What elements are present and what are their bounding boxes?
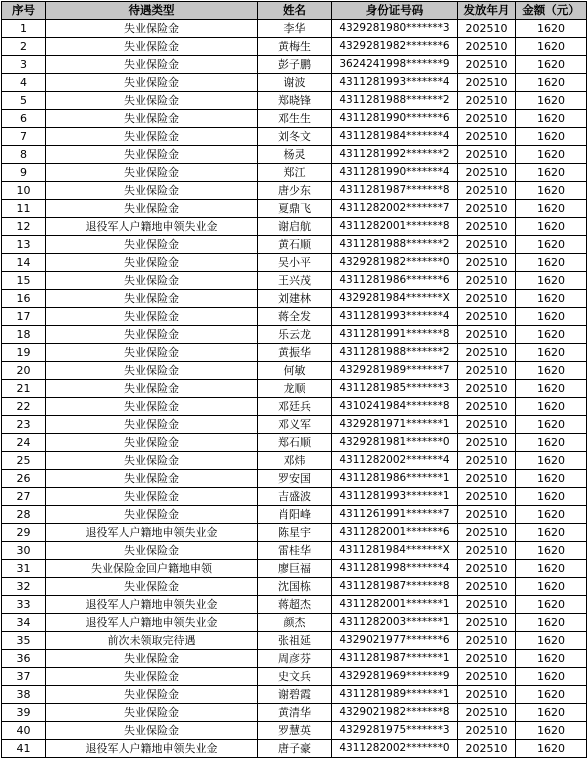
cell-name: 史文兵 bbox=[258, 668, 332, 686]
table-row bbox=[2, 74, 587, 92]
table-row bbox=[2, 20, 587, 38]
cell-pay-month: 202510 bbox=[458, 398, 516, 416]
cell-benefit-type: 失业保险金 bbox=[46, 380, 258, 398]
cell-pay-month: 202510 bbox=[458, 632, 516, 650]
cell-index: 31 bbox=[2, 560, 46, 578]
cell-pay-month: 202510 bbox=[458, 254, 516, 272]
table-body bbox=[2, 20, 587, 758]
cell-amount: 1620 bbox=[516, 560, 587, 578]
cell-benefit-type: 失业保险金 bbox=[46, 362, 258, 380]
cell-benefit-type: 失业保险金 bbox=[46, 542, 258, 560]
table-row bbox=[2, 596, 587, 614]
table-row bbox=[2, 56, 587, 74]
cell-index: 37 bbox=[2, 668, 46, 686]
cell-index: 35 bbox=[2, 632, 46, 650]
cell-index: 10 bbox=[2, 182, 46, 200]
cell-benefit-type: 失业保险金 bbox=[46, 470, 258, 488]
cell-id-number: 4311281986*******1 bbox=[332, 470, 458, 488]
cell-amount: 1620 bbox=[516, 650, 587, 668]
table-row bbox=[2, 668, 587, 686]
cell-id-number: 4329281989*******7 bbox=[332, 362, 458, 380]
cell-pay-month: 202510 bbox=[458, 272, 516, 290]
table-row bbox=[2, 128, 587, 146]
cell-amount: 1620 bbox=[516, 614, 587, 632]
cell-amount: 1620 bbox=[516, 524, 587, 542]
cell-amount: 1620 bbox=[516, 344, 587, 362]
cell-pay-month: 202510 bbox=[458, 308, 516, 326]
cell-name: 乐云龙 bbox=[258, 326, 332, 344]
cell-name: 黄梅生 bbox=[258, 38, 332, 56]
cell-amount: 1620 bbox=[516, 146, 587, 164]
cell-pay-month: 202510 bbox=[458, 560, 516, 578]
cell-id-number: 4329281981*******0 bbox=[332, 434, 458, 452]
cell-amount: 1620 bbox=[516, 416, 587, 434]
table-row bbox=[2, 488, 587, 506]
cell-benefit-type: 失业保险金 bbox=[46, 56, 258, 74]
cell-name: 何敏 bbox=[258, 362, 332, 380]
cell-index: 17 bbox=[2, 308, 46, 326]
cell-amount: 1620 bbox=[516, 434, 587, 452]
cell-name: 彭子鹏 bbox=[258, 56, 332, 74]
cell-benefit-type: 失业保险金 bbox=[46, 254, 258, 272]
header-amount: 金额（元） bbox=[516, 2, 587, 20]
table-row bbox=[2, 254, 587, 272]
cell-pay-month: 202510 bbox=[458, 164, 516, 182]
cell-id-number: 4311281984*******X bbox=[332, 542, 458, 560]
cell-pay-month: 202510 bbox=[458, 146, 516, 164]
cell-name: 郑石顺 bbox=[258, 434, 332, 452]
cell-pay-month: 202510 bbox=[458, 506, 516, 524]
cell-id-number: 4311261991*******7 bbox=[332, 506, 458, 524]
cell-index: 36 bbox=[2, 650, 46, 668]
cell-pay-month: 202510 bbox=[458, 218, 516, 236]
cell-amount: 1620 bbox=[516, 452, 587, 470]
cell-name: 刘冬文 bbox=[258, 128, 332, 146]
cell-amount: 1620 bbox=[516, 110, 587, 128]
table-row bbox=[2, 200, 587, 218]
cell-pay-month: 202510 bbox=[458, 74, 516, 92]
cell-name: 张祖延 bbox=[258, 632, 332, 650]
cell-pay-month: 202510 bbox=[458, 740, 516, 758]
cell-id-number: 4311281993*******4 bbox=[332, 308, 458, 326]
header-index: 序号 bbox=[2, 2, 46, 20]
cell-pay-month: 202510 bbox=[458, 128, 516, 146]
header-name: 姓名 bbox=[258, 2, 332, 20]
cell-index: 30 bbox=[2, 542, 46, 560]
cell-pay-month: 202510 bbox=[458, 380, 516, 398]
table-row bbox=[2, 398, 587, 416]
table-row bbox=[2, 380, 587, 398]
cell-benefit-type: 失业保险金 bbox=[46, 308, 258, 326]
cell-pay-month: 202510 bbox=[458, 524, 516, 542]
cell-amount: 1620 bbox=[516, 596, 587, 614]
cell-benefit-type: 失业保险金 bbox=[46, 92, 258, 110]
cell-name: 龙顺 bbox=[258, 380, 332, 398]
cell-benefit-type: 失业保险金 bbox=[46, 272, 258, 290]
cell-index: 12 bbox=[2, 218, 46, 236]
cell-benefit-type: 失业保险金 bbox=[46, 416, 258, 434]
cell-amount: 1620 bbox=[516, 182, 587, 200]
cell-index: 14 bbox=[2, 254, 46, 272]
header-id-number: 身份证号码 bbox=[332, 2, 458, 20]
cell-id-number: 4311282001*******8 bbox=[332, 218, 458, 236]
table-row bbox=[2, 614, 587, 632]
cell-name: 吴小平 bbox=[258, 254, 332, 272]
cell-name: 唐少东 bbox=[258, 182, 332, 200]
cell-index: 29 bbox=[2, 524, 46, 542]
cell-amount: 1620 bbox=[516, 236, 587, 254]
cell-index: 33 bbox=[2, 596, 46, 614]
cell-name: 黄振华 bbox=[258, 344, 332, 362]
table-row bbox=[2, 704, 587, 722]
table-row bbox=[2, 146, 587, 164]
table-row bbox=[2, 542, 587, 560]
cell-name: 郑江 bbox=[258, 164, 332, 182]
table-row bbox=[2, 92, 587, 110]
cell-pay-month: 202510 bbox=[458, 362, 516, 380]
cell-name: 周彦芬 bbox=[258, 650, 332, 668]
cell-amount: 1620 bbox=[516, 380, 587, 398]
cell-amount: 1620 bbox=[516, 326, 587, 344]
table-row bbox=[2, 578, 587, 596]
cell-benefit-type: 失业保险金 bbox=[46, 110, 258, 128]
cell-amount: 1620 bbox=[516, 578, 587, 596]
cell-index: 13 bbox=[2, 236, 46, 254]
cell-amount: 1620 bbox=[516, 254, 587, 272]
cell-pay-month: 202510 bbox=[458, 488, 516, 506]
cell-name: 邓炜 bbox=[258, 452, 332, 470]
cell-name: 唐子豪 bbox=[258, 740, 332, 758]
cell-pay-month: 202510 bbox=[458, 56, 516, 74]
cell-index: 15 bbox=[2, 272, 46, 290]
cell-amount: 1620 bbox=[516, 722, 587, 740]
cell-benefit-type: 失业保险金 bbox=[46, 74, 258, 92]
cell-pay-month: 202510 bbox=[458, 290, 516, 308]
cell-id-number: 4311281984*******4 bbox=[332, 128, 458, 146]
cell-name: 罗安国 bbox=[258, 470, 332, 488]
cell-name: 黄石顺 bbox=[258, 236, 332, 254]
cell-amount: 1620 bbox=[516, 128, 587, 146]
cell-pay-month: 202510 bbox=[458, 20, 516, 38]
table-row bbox=[2, 686, 587, 704]
cell-index: 40 bbox=[2, 722, 46, 740]
cell-benefit-type: 失业保险金 bbox=[46, 182, 258, 200]
cell-index: 2 bbox=[2, 38, 46, 56]
cell-name: 肖阳峰 bbox=[258, 506, 332, 524]
table-row bbox=[2, 632, 587, 650]
cell-name: 夏鼎飞 bbox=[258, 200, 332, 218]
cell-index: 6 bbox=[2, 110, 46, 128]
cell-index: 8 bbox=[2, 146, 46, 164]
cell-index: 23 bbox=[2, 416, 46, 434]
table-row bbox=[2, 722, 587, 740]
cell-amount: 1620 bbox=[516, 668, 587, 686]
cell-benefit-type: 失业保险金 bbox=[46, 20, 258, 38]
cell-index: 26 bbox=[2, 470, 46, 488]
cell-id-number: 4311281987*******8 bbox=[332, 578, 458, 596]
cell-index: 18 bbox=[2, 326, 46, 344]
cell-benefit-type: 失业保险金 bbox=[46, 236, 258, 254]
table-row bbox=[2, 560, 587, 578]
cell-amount: 1620 bbox=[516, 470, 587, 488]
cell-pay-month: 202510 bbox=[458, 650, 516, 668]
cell-amount: 1620 bbox=[516, 740, 587, 758]
table-row bbox=[2, 326, 587, 344]
cell-id-number: 4311282001*******1 bbox=[332, 596, 458, 614]
cell-amount: 1620 bbox=[516, 398, 587, 416]
cell-index: 1 bbox=[2, 20, 46, 38]
cell-name: 邓义军 bbox=[258, 416, 332, 434]
cell-name: 雷桂华 bbox=[258, 542, 332, 560]
table-row bbox=[2, 344, 587, 362]
cell-index: 3 bbox=[2, 56, 46, 74]
cell-name: 陈星宇 bbox=[258, 524, 332, 542]
cell-amount: 1620 bbox=[516, 164, 587, 182]
table-row bbox=[2, 182, 587, 200]
cell-name: 颜杰 bbox=[258, 614, 332, 632]
cell-id-number: 4329281984*******X bbox=[332, 290, 458, 308]
table-row bbox=[2, 290, 587, 308]
cell-name: 廖巨福 bbox=[258, 560, 332, 578]
cell-amount: 1620 bbox=[516, 704, 587, 722]
cell-benefit-type: 失业保险金 bbox=[46, 344, 258, 362]
cell-pay-month: 202510 bbox=[458, 668, 516, 686]
cell-pay-month: 202510 bbox=[458, 578, 516, 596]
cell-name: 邓廷兵 bbox=[258, 398, 332, 416]
cell-id-number: 4310241984*******8 bbox=[332, 398, 458, 416]
cell-name: 吉盛波 bbox=[258, 488, 332, 506]
table-row bbox=[2, 650, 587, 668]
cell-pay-month: 202510 bbox=[458, 344, 516, 362]
cell-benefit-type: 失业保险金回户籍地申领 bbox=[46, 560, 258, 578]
cell-id-number: 4311281990*******4 bbox=[332, 164, 458, 182]
cell-name: 杨灵 bbox=[258, 146, 332, 164]
table-row bbox=[2, 272, 587, 290]
cell-id-number: 4311281988*******2 bbox=[332, 236, 458, 254]
cell-benefit-type: 失业保险金 bbox=[46, 38, 258, 56]
cell-index: 25 bbox=[2, 452, 46, 470]
cell-benefit-type: 失业保险金 bbox=[46, 200, 258, 218]
cell-id-number: 4311281985*******3 bbox=[332, 380, 458, 398]
cell-name: 王兴茂 bbox=[258, 272, 332, 290]
cell-id-number: 4311282003*******1 bbox=[332, 614, 458, 632]
cell-benefit-type: 退役军人户籍地申领失业金 bbox=[46, 218, 258, 236]
cell-amount: 1620 bbox=[516, 308, 587, 326]
table-row bbox=[2, 218, 587, 236]
cell-benefit-type: 失业保险金 bbox=[46, 164, 258, 182]
cell-index: 19 bbox=[2, 344, 46, 362]
cell-id-number: 4311281988*******2 bbox=[332, 92, 458, 110]
cell-pay-month: 202510 bbox=[458, 722, 516, 740]
cell-pay-month: 202510 bbox=[458, 614, 516, 632]
cell-index: 34 bbox=[2, 614, 46, 632]
cell-amount: 1620 bbox=[516, 272, 587, 290]
cell-index: 22 bbox=[2, 398, 46, 416]
cell-amount: 1620 bbox=[516, 632, 587, 650]
cell-pay-month: 202510 bbox=[458, 686, 516, 704]
cell-id-number: 4329281969*******9 bbox=[332, 668, 458, 686]
cell-id-number: 4329021982*******8 bbox=[332, 704, 458, 722]
cell-benefit-type: 失业保险金 bbox=[46, 146, 258, 164]
cell-pay-month: 202510 bbox=[458, 326, 516, 344]
table-header-row bbox=[2, 2, 587, 20]
cell-name: 蒋超杰 bbox=[258, 596, 332, 614]
cell-name: 刘建林 bbox=[258, 290, 332, 308]
cell-index: 16 bbox=[2, 290, 46, 308]
cell-index: 4 bbox=[2, 74, 46, 92]
cell-id-number: 4329281975*******3 bbox=[332, 722, 458, 740]
cell-benefit-type: 失业保险金 bbox=[46, 668, 258, 686]
cell-benefit-type: 退役军人户籍地申领失业金 bbox=[46, 596, 258, 614]
cell-index: 28 bbox=[2, 506, 46, 524]
cell-pay-month: 202510 bbox=[458, 92, 516, 110]
cell-id-number: 4311281992*******2 bbox=[332, 146, 458, 164]
cell-index: 9 bbox=[2, 164, 46, 182]
table-row bbox=[2, 434, 587, 452]
cell-pay-month: 202510 bbox=[458, 110, 516, 128]
cell-index: 5 bbox=[2, 92, 46, 110]
cell-id-number: 4311281993*******4 bbox=[332, 74, 458, 92]
table-row bbox=[2, 362, 587, 380]
table-row bbox=[2, 524, 587, 542]
cell-index: 24 bbox=[2, 434, 46, 452]
cell-name: 黄清华 bbox=[258, 704, 332, 722]
cell-id-number: 4329281980*******3 bbox=[332, 20, 458, 38]
table-row bbox=[2, 470, 587, 488]
benefit-payment-table bbox=[1, 1, 587, 758]
cell-id-number: 4311281989*******1 bbox=[332, 686, 458, 704]
cell-index: 21 bbox=[2, 380, 46, 398]
cell-name: 谢波 bbox=[258, 74, 332, 92]
cell-benefit-type: 失业保险金 bbox=[46, 704, 258, 722]
cell-pay-month: 202510 bbox=[458, 470, 516, 488]
cell-benefit-type: 失业保险金 bbox=[46, 128, 258, 146]
header-pay-month: 发放年月 bbox=[458, 2, 516, 20]
cell-amount: 1620 bbox=[516, 362, 587, 380]
cell-amount: 1620 bbox=[516, 506, 587, 524]
cell-id-number: 4311282001*******6 bbox=[332, 524, 458, 542]
cell-index: 38 bbox=[2, 686, 46, 704]
cell-benefit-type: 退役军人户籍地申领失业金 bbox=[46, 614, 258, 632]
cell-amount: 1620 bbox=[516, 38, 587, 56]
cell-name: 沈国栋 bbox=[258, 578, 332, 596]
cell-benefit-type: 退役军人户籍地申领失业金 bbox=[46, 740, 258, 758]
cell-pay-month: 202510 bbox=[458, 38, 516, 56]
cell-pay-month: 202510 bbox=[458, 704, 516, 722]
cell-pay-month: 202510 bbox=[458, 236, 516, 254]
cell-pay-month: 202510 bbox=[458, 596, 516, 614]
header-benefit-type: 待遇类型 bbox=[46, 2, 258, 20]
cell-name: 谢启航 bbox=[258, 218, 332, 236]
cell-benefit-type: 失业保险金 bbox=[46, 506, 258, 524]
cell-benefit-type: 失业保险金 bbox=[46, 650, 258, 668]
cell-id-number: 4311281991*******8 bbox=[332, 326, 458, 344]
cell-benefit-type: 失业保险金 bbox=[46, 326, 258, 344]
cell-benefit-type: 失业保险金 bbox=[46, 686, 258, 704]
cell-id-number: 4329281971*******1 bbox=[332, 416, 458, 434]
cell-benefit-type: 失业保险金 bbox=[46, 452, 258, 470]
cell-pay-month: 202510 bbox=[458, 434, 516, 452]
cell-id-number: 4311281990*******6 bbox=[332, 110, 458, 128]
cell-pay-month: 202510 bbox=[458, 182, 516, 200]
table-row bbox=[2, 236, 587, 254]
cell-amount: 1620 bbox=[516, 488, 587, 506]
cell-benefit-type: 失业保险金 bbox=[46, 578, 258, 596]
cell-benefit-type: 失业保险金 bbox=[46, 434, 258, 452]
cell-amount: 1620 bbox=[516, 200, 587, 218]
table-row bbox=[2, 452, 587, 470]
cell-id-number: 4311282002*******7 bbox=[332, 200, 458, 218]
cell-benefit-type: 失业保险金 bbox=[46, 398, 258, 416]
cell-amount: 1620 bbox=[516, 542, 587, 560]
cell-id-number: 4311281986*******6 bbox=[332, 272, 458, 290]
cell-id-number: 4311282002*******0 bbox=[332, 740, 458, 758]
cell-benefit-type: 退役军人户籍地申领失业金 bbox=[46, 524, 258, 542]
table-row bbox=[2, 506, 587, 524]
cell-amount: 1620 bbox=[516, 686, 587, 704]
table-row bbox=[2, 416, 587, 434]
cell-benefit-type: 前次未领取完待遇 bbox=[46, 632, 258, 650]
cell-id-number: 4329281982*******6 bbox=[332, 38, 458, 56]
cell-benefit-type: 失业保险金 bbox=[46, 722, 258, 740]
cell-index: 32 bbox=[2, 578, 46, 596]
cell-benefit-type: 失业保险金 bbox=[46, 488, 258, 506]
cell-name: 蒋全发 bbox=[258, 308, 332, 326]
cell-id-number: 4311282002*******4 bbox=[332, 452, 458, 470]
cell-id-number: 4311281987*******1 bbox=[332, 650, 458, 668]
cell-pay-month: 202510 bbox=[458, 542, 516, 560]
cell-id-number: 4311281987*******8 bbox=[332, 182, 458, 200]
cell-amount: 1620 bbox=[516, 218, 587, 236]
cell-index: 11 bbox=[2, 200, 46, 218]
cell-index: 7 bbox=[2, 128, 46, 146]
cell-pay-month: 202510 bbox=[458, 452, 516, 470]
cell-index: 39 bbox=[2, 704, 46, 722]
cell-index: 20 bbox=[2, 362, 46, 380]
cell-index: 27 bbox=[2, 488, 46, 506]
table-row bbox=[2, 38, 587, 56]
cell-name: 郑晓锋 bbox=[258, 92, 332, 110]
cell-benefit-type: 失业保险金 bbox=[46, 290, 258, 308]
cell-id-number: 4311281988*******2 bbox=[332, 344, 458, 362]
cell-amount: 1620 bbox=[516, 290, 587, 308]
cell-id-number: 3624241998*******9 bbox=[332, 56, 458, 74]
cell-name: 李华 bbox=[258, 20, 332, 38]
cell-id-number: 4329021977*******6 bbox=[332, 632, 458, 650]
table-row bbox=[2, 164, 587, 182]
cell-amount: 1620 bbox=[516, 20, 587, 38]
cell-amount: 1620 bbox=[516, 74, 587, 92]
cell-pay-month: 202510 bbox=[458, 416, 516, 434]
cell-id-number: 4311281998*******4 bbox=[332, 560, 458, 578]
cell-id-number: 4329281982*******0 bbox=[332, 254, 458, 272]
cell-id-number: 4311281993*******1 bbox=[332, 488, 458, 506]
table-row bbox=[2, 308, 587, 326]
cell-amount: 1620 bbox=[516, 56, 587, 74]
cell-name: 谢碧霞 bbox=[258, 686, 332, 704]
cell-name: 罗慧英 bbox=[258, 722, 332, 740]
cell-index: 41 bbox=[2, 740, 46, 758]
cell-name: 邓生生 bbox=[258, 110, 332, 128]
table-row bbox=[2, 110, 587, 128]
cell-pay-month: 202510 bbox=[458, 200, 516, 218]
cell-amount: 1620 bbox=[516, 92, 587, 110]
